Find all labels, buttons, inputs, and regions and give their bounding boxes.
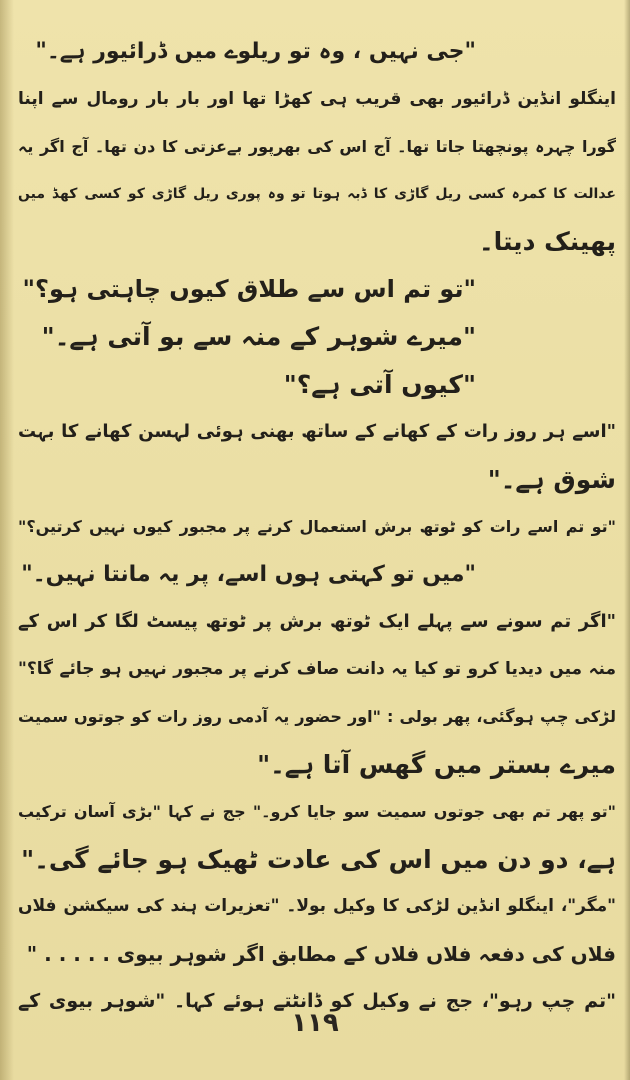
text-line: "تو تم اس سے طلاق کیوں چاہتی ہو؟" bbox=[22, 274, 476, 303]
text-line: اینگلو انڈین ڈرائیور بھی قریب ہی کھڑا تھا اور بار بار رومال سے اپنا bbox=[18, 88, 616, 109]
text-line: "میں تو کہتی ہوں اسے، پر یہ مانتا نہیں۔" bbox=[21, 561, 476, 587]
text-line: فلاں کی دفعہ فلاں فلاں کے مطابق اگر شوہر بیوی . . . . . " bbox=[26, 941, 616, 966]
text-line: "جی نہیں ، وہ تو ریلوے میں ڈرائیور ہے۔" bbox=[35, 39, 476, 64]
text-line: ہے، دو دن میں اس کی عادت ٹھیک ہو جائے گی۔" bbox=[21, 844, 616, 874]
text-line: "میرے شوہر کے منہ سے بو آتی ہے۔" bbox=[41, 322, 476, 351]
text-line: میرے بستر میں گھس آتا ہے۔" bbox=[257, 749, 616, 779]
text-line: "اسے ہر روز رات کے کھانے کے ساتھ بھنی ہوئی لہسن کھانے کا بہت bbox=[18, 421, 616, 442]
text-line: شوق ہے۔" bbox=[487, 464, 616, 494]
body-text bbox=[18, 28, 616, 1026]
text-line: منہ میں دیدیا کرو تو کیا یہ دانت صاف کرنے پر مجبور نہیں ہو جائے گا؟" bbox=[18, 658, 616, 679]
text-line: گورا چہرہ پونچھتا جاتا تھا۔ آج اس کی بھرپور بےعزتی کا دن تھا۔ آج اگر یہ bbox=[18, 137, 616, 156]
text-line: لڑکی چپ ہوگئی، پھر بولی : "اور حضور یہ آدمی روز رات کو جوتوں سمیت bbox=[18, 707, 616, 726]
text-line: "تو پھر تم بھی جوتوں سمیت سو جایا کرو۔" جج نے کہا "بڑی آسان ترکیب bbox=[18, 802, 616, 821]
text-line: "مگر"، اینگلو انڈین لڑکی کا وکیل بولا۔ "تعزیرات ہند کی سیکشن فلاں bbox=[18, 896, 616, 916]
text-line: عدالت کا کمرہ کسی ریل گاڑی کا ڈبہ ہوتا تو وہ پوری ریل گاڑی کو کسی کھڈ میں bbox=[18, 185, 616, 202]
text-line: "تم چپ رہو"، جج نے وکیل کو ڈانٹتے ہوئے کہا۔ "شوہر بیوی کے bbox=[18, 990, 616, 1012]
text-line: "کیوں آتی ہے؟" bbox=[283, 369, 476, 399]
text-line: پھینک دیتا۔ bbox=[478, 227, 616, 256]
page-number: ۱۱۹ bbox=[291, 1008, 339, 1038]
text-line: "اگر تم سونے سے پہلے ایک ٹوتھ برش پر ٹوتھ پیسٹ لگا کر اس کے bbox=[18, 611, 616, 632]
text-line: "تو تم اسے رات کو ٹوتھ برش استعمال کرنے پر مجبور کیوں نہیں کرتیں؟" bbox=[18, 517, 616, 536]
